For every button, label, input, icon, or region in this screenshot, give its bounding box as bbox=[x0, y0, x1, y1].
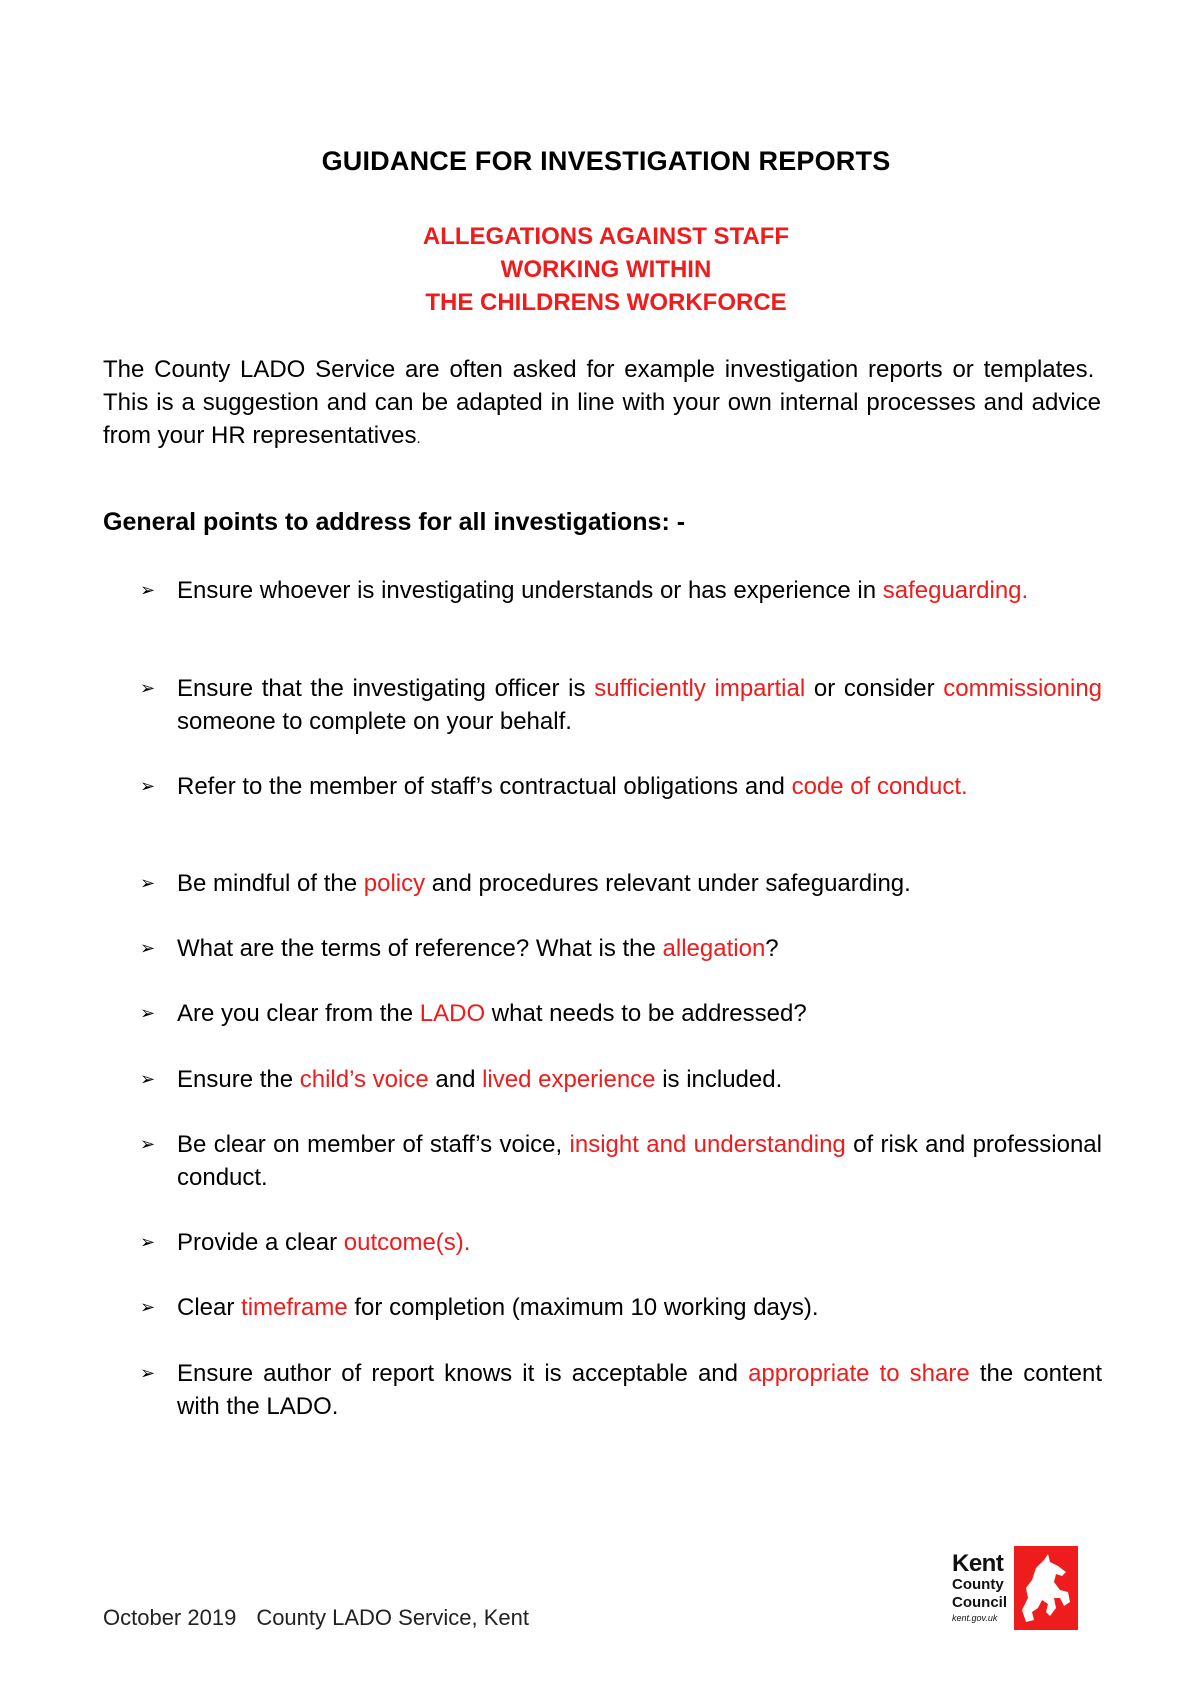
highlight-text: timeframe bbox=[241, 1294, 348, 1321]
white-horse-emblem-icon bbox=[1014, 1546, 1078, 1630]
list-item bbox=[140, 1357, 1102, 1423]
highlight-text: code of conduct. bbox=[791, 773, 968, 800]
list-item bbox=[140, 1226, 1102, 1259]
highlight-text: LADO bbox=[419, 1000, 486, 1027]
list-item-text bbox=[177, 1226, 1102, 1259]
kent-county-council-logo bbox=[948, 1546, 1078, 1630]
highlight-text: insight and understanding bbox=[569, 1131, 846, 1158]
list-item bbox=[140, 1291, 1102, 1324]
list-item-text bbox=[177, 997, 1102, 1030]
text-run: Refer to the member of staff’s contractual obligations and bbox=[177, 773, 792, 800]
intro-sentence: The County LADO Service are often asked for example investigation reports or templates. bbox=[103, 356, 1095, 383]
text-run: someone to complete on your behalf. bbox=[177, 708, 572, 735]
arrow-bullet-icon: ➢ bbox=[140, 1069, 156, 1089]
text-run: Be clear on member of staff’s voice, bbox=[177, 1131, 570, 1158]
list-item-text bbox=[177, 770, 1102, 803]
highlight-text: lived experience bbox=[482, 1066, 656, 1093]
highlight-text: safeguarding. bbox=[882, 577, 1029, 604]
page-title: GUIDANCE FOR INVESTIGATION REPORTS bbox=[321, 146, 891, 176]
text-run: Ensure author of report knows it is acceptable and bbox=[177, 1360, 749, 1387]
logo-line: County bbox=[952, 1576, 1004, 1593]
subtitle-line: ALLEGATIONS AGAINST STAFF bbox=[422, 223, 790, 250]
text-run: Ensure whoever is investigating understands or has experience in bbox=[177, 577, 883, 604]
page-footer bbox=[103, 1605, 529, 1631]
highlight-text: sufficiently impartial bbox=[594, 675, 806, 702]
arrow-bullet-icon: ➢ bbox=[140, 1134, 156, 1154]
arrow-bullet-icon: ➢ bbox=[140, 1363, 156, 1383]
arrow-bullet-icon: ➢ bbox=[140, 873, 156, 893]
list-item-text bbox=[177, 932, 1102, 965]
arrow-bullet-icon: ➢ bbox=[140, 1232, 156, 1252]
text-run: is included. bbox=[655, 1066, 783, 1093]
footer-service: County LADO Service, Kent bbox=[256, 1605, 529, 1630]
list-item bbox=[140, 867, 1102, 900]
intro-sentence: This is a suggestion and can be adapted in line with your own internal processes and advice from your HR representatives bbox=[103, 389, 1101, 449]
arrow-bullet-icon: ➢ bbox=[140, 938, 156, 958]
arrow-bullet-icon: ➢ bbox=[140, 678, 156, 698]
list-item bbox=[140, 672, 1102, 738]
list-item bbox=[140, 770, 1102, 803]
list-item bbox=[140, 574, 1102, 607]
subtitle-line: WORKING WITHIN bbox=[500, 256, 712, 283]
arrow-bullet-icon: ➢ bbox=[140, 1003, 156, 1023]
logo-wordmark bbox=[948, 1546, 1014, 1630]
logo-line: Council bbox=[952, 1594, 1007, 1611]
list-item-text bbox=[177, 574, 1102, 607]
list-item-text bbox=[177, 1128, 1102, 1194]
text-run: Clear bbox=[177, 1294, 242, 1321]
text-run: ? bbox=[765, 935, 779, 962]
list-item bbox=[140, 932, 1102, 965]
arrow-bullet-icon: ➢ bbox=[140, 1297, 156, 1317]
text-run: for completion (maximum 10 working days). bbox=[347, 1294, 819, 1321]
highlight-text: child’s voice bbox=[299, 1066, 429, 1093]
highlight-text: outcome(s). bbox=[343, 1229, 471, 1256]
intro-end: . bbox=[416, 430, 421, 447]
text-run: What are the terms of reference? What is the bbox=[177, 935, 663, 962]
subtitle-line: THE CHILDRENS WORKFORCE bbox=[425, 289, 787, 316]
list-item-text bbox=[177, 1063, 1102, 1096]
text-run: the content with the LADO. bbox=[177, 1360, 1102, 1420]
arrow-bullet-icon: ➢ bbox=[140, 776, 156, 796]
text-run: Are you clear from the bbox=[177, 1000, 420, 1027]
list-item bbox=[140, 1128, 1102, 1194]
text-run: and bbox=[428, 1066, 483, 1093]
list-item bbox=[140, 997, 1102, 1030]
highlight-text: allegation bbox=[662, 935, 766, 962]
text-run: Ensure that the investigating officer is bbox=[177, 675, 595, 702]
text-run: what needs to be addressed? bbox=[485, 1000, 807, 1027]
list-item bbox=[140, 1063, 1102, 1096]
text-run: and procedures relevant under safeguarding. bbox=[425, 870, 911, 897]
logo-tagline: kent.gov.uk bbox=[952, 1613, 998, 1623]
footer-date: October 2019 bbox=[103, 1605, 237, 1630]
text-run: or consider bbox=[805, 675, 944, 702]
list-item-text bbox=[177, 1291, 1102, 1324]
highlight-text: appropriate to share bbox=[748, 1360, 970, 1387]
horse-icon bbox=[1014, 1546, 1078, 1630]
list-item-text bbox=[177, 672, 1102, 738]
arrow-bullet-icon: ➢ bbox=[140, 580, 156, 600]
list-item-text bbox=[177, 867, 1102, 900]
text-run: Be mindful of the bbox=[177, 870, 364, 897]
logo-line: Kent bbox=[952, 1550, 1004, 1577]
text-run: Provide a clear bbox=[177, 1229, 344, 1256]
highlight-text: commissioning bbox=[943, 675, 1103, 702]
highlight-text: policy bbox=[363, 870, 426, 897]
list-item-text bbox=[177, 1357, 1102, 1423]
text-run: of risk and professional conduct. bbox=[177, 1131, 1102, 1191]
text-run: Ensure the bbox=[177, 1066, 300, 1093]
section-heading: General points to address for all investigations: - bbox=[103, 508, 686, 536]
